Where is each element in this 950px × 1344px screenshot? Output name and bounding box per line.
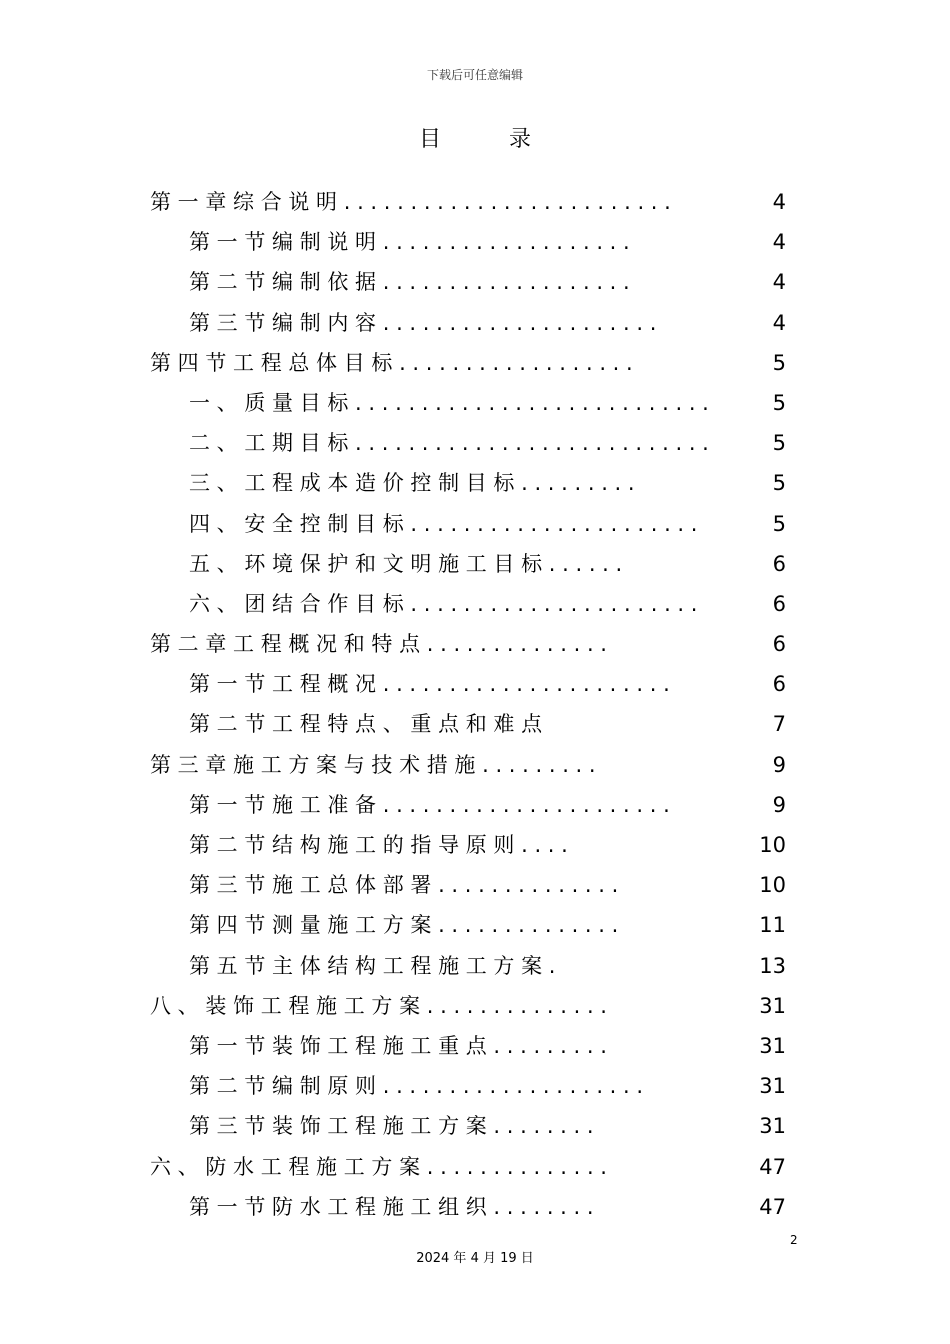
toc-entry[interactable]	[150, 303, 800, 343]
toc-entry-text: 四 、 安 全 控 制 目 标 . . . . . . . . . . . . . . . . . . . . . .	[189, 511, 698, 536]
toc-entry-page: 6	[772, 632, 786, 657]
toc-entry-page: 4	[772, 310, 786, 335]
toc-entry[interactable]	[150, 383, 800, 423]
toc-entry-text: 第 一 节 编 制 说 明 . . . . . . . . . . . . . . . . . . .	[189, 230, 630, 255]
toc-entry-page: 31	[759, 1114, 786, 1139]
toc-entry-page: 7	[772, 712, 786, 737]
toc-entry-text: 五 、 环 境 保 护 和 文 明 施 工 目 标 . . . . . .	[189, 551, 623, 576]
toc-entry[interactable]	[150, 986, 800, 1026]
toc-entry[interactable]	[150, 463, 800, 503]
toc-entry-text: 第 三 章 施 工 方 案 与 技 术 措 施 . . . . . . . . .	[150, 752, 596, 777]
toc-entry-page: 4	[772, 230, 786, 255]
toc-entry-text: 一 、 质 量 目 标 . . . . . . . . . . . . . . . . . . . . . . . . . . .	[189, 390, 709, 415]
toc-entry-page: 6	[772, 591, 786, 616]
toc-entry-page: 47	[759, 1194, 786, 1219]
toc-entry-page: 4	[772, 270, 786, 295]
toc-entry[interactable]	[150, 946, 800, 986]
toc-entry-page: 6	[772, 672, 786, 697]
toc-entry[interactable]	[150, 262, 800, 302]
toc-entry[interactable]	[150, 504, 800, 544]
toc-entry-text: 第 三 节 装 饰 工 程 施 工 方 案 . . . . . . . .	[189, 1114, 594, 1139]
toc-entry-text: 第 五 节 主 体 结 构 工 程 施 工 方 案 .	[189, 953, 556, 978]
toc-entry[interactable]	[150, 1106, 800, 1146]
toc-entry-page: 47	[759, 1154, 786, 1179]
toc-entry[interactable]	[150, 1147, 800, 1187]
page-header: 下载后可任意编辑	[426, 68, 523, 82]
toc-entry-text: 六 、 防 水 工 程 施 工 方 案 . . . . . . . . . . . . . .	[150, 1154, 607, 1179]
toc-entry-text: 第 三 节 编 制 内 容 . . . . . . . . . . . . . . . . . . . . .	[189, 310, 657, 335]
toc-entry[interactable]	[150, 182, 800, 222]
toc-entry-text: 八 、 装 饰 工 程 施 工 方 案 . . . . . . . . . . . . . .	[150, 993, 607, 1018]
toc-entry-page: 5	[772, 431, 786, 456]
toc-entry[interactable]	[150, 745, 800, 785]
toc-entry[interactable]	[150, 704, 800, 744]
toc-entry-text: 第 二 节 结 构 施 工 的 指 导 原 则 . . . .	[189, 833, 568, 857]
toc-entry[interactable]	[150, 865, 800, 905]
toc-entry-page: 31	[759, 1033, 786, 1058]
toc-entry[interactable]	[150, 343, 800, 383]
toc-entry[interactable]	[150, 222, 800, 262]
toc-title: 目录	[418, 127, 599, 152]
toc-entry-text: 二 、 工 期 目 标 . . . . . . . . . . . . . . . . . . . . . . . . . . .	[189, 431, 709, 456]
toc-entry[interactable]	[150, 785, 800, 825]
toc-entry-text: 第 一 节 工 程 概 况 . . . . . . . . . . . . . . . . . . . . . .	[189, 672, 670, 697]
toc-entry-text: 六 、 团 结 合 作 目 标 . . . . . . . . . . . . . . . . . . . . . .	[189, 591, 698, 616]
toc-entry[interactable]	[150, 624, 800, 664]
toc-entry-text: 第 二 节 编 制 依 据 . . . . . . . . . . . . . . . . . . .	[189, 270, 630, 295]
toc-entry[interactable]	[150, 423, 800, 463]
toc-entry-page: 10	[759, 873, 786, 898]
toc-entry[interactable]	[150, 1187, 800, 1227]
toc-entry-page: 10	[759, 833, 786, 857]
toc-entry-text: 第 二 章 工 程 概 况 和 特 点 . . . . . . . . . . . . . .	[150, 632, 607, 657]
toc-entry-page: 5	[772, 471, 786, 496]
toc-entry[interactable]	[150, 1026, 800, 1066]
toc-entry[interactable]	[150, 905, 800, 945]
toc-entry-page: 5	[772, 350, 786, 375]
page-number: 2	[790, 1233, 798, 1247]
toc-entry-page: 13	[759, 953, 786, 978]
toc-entry-page: 4	[772, 190, 786, 214]
toc-entry-text: 第 三 节 施 工 总 体 部 署 . . . . . . . . . . . . . .	[189, 873, 619, 898]
toc-entry-text: 第 一 节 防 水 工 程 施 工 组 织 . . . . . . . .	[189, 1194, 594, 1219]
toc-entry-text: 第 一 节 装 饰 工 程 施 工 重 点 . . . . . . . . .	[189, 1033, 607, 1058]
toc-entry-page: 31	[759, 1074, 786, 1099]
toc-entry[interactable]	[150, 1066, 800, 1106]
toc-entry[interactable]	[150, 584, 800, 624]
toc-entry-text: 第 四 节 工 程 总 体 目 标 . . . . . . . . . . . . . . . . . .	[150, 350, 633, 375]
toc-entry-text: 第 二 节 工 程 特 点 、 重 点 和 难 点	[189, 712, 543, 737]
toc-entry[interactable]	[150, 544, 800, 584]
toc-entry[interactable]	[150, 664, 800, 704]
toc-entry-page: 11	[759, 913, 786, 938]
toc-entry-page: 5	[772, 390, 786, 415]
toc-entry[interactable]	[150, 825, 800, 865]
toc-entry-page: 31	[759, 993, 786, 1018]
toc-entry-page: 9	[772, 792, 786, 817]
footer-date: 2024 年 4 月 19 日	[416, 1251, 534, 1266]
toc-entry-page: 6	[772, 551, 786, 576]
toc-entry-text: 第 二 节 编 制 原 则 . . . . . . . . . . . . . . . . . . . .	[189, 1074, 644, 1099]
toc-entry-page: 5	[772, 511, 786, 536]
toc-entry-page: 9	[772, 752, 786, 777]
toc-entry-text: 第 一 节 施 工 准 备 . . . . . . . . . . . . . . . . . . . . . .	[189, 792, 670, 817]
toc-entry-text: 第 四 节 测 量 施 工 方 案 . . . . . . . . . . . . . .	[189, 913, 619, 938]
toc-entry-text: 第 一 章 综 合 说 明 . . . . . . . . . . . . . . . . . . . . . . . . .	[150, 190, 671, 214]
table-of-contents	[150, 182, 800, 1227]
toc-entry-text: 三 、 工 程 成 本 造 价 控 制 目 标 . . . . . . . . .	[189, 471, 635, 496]
